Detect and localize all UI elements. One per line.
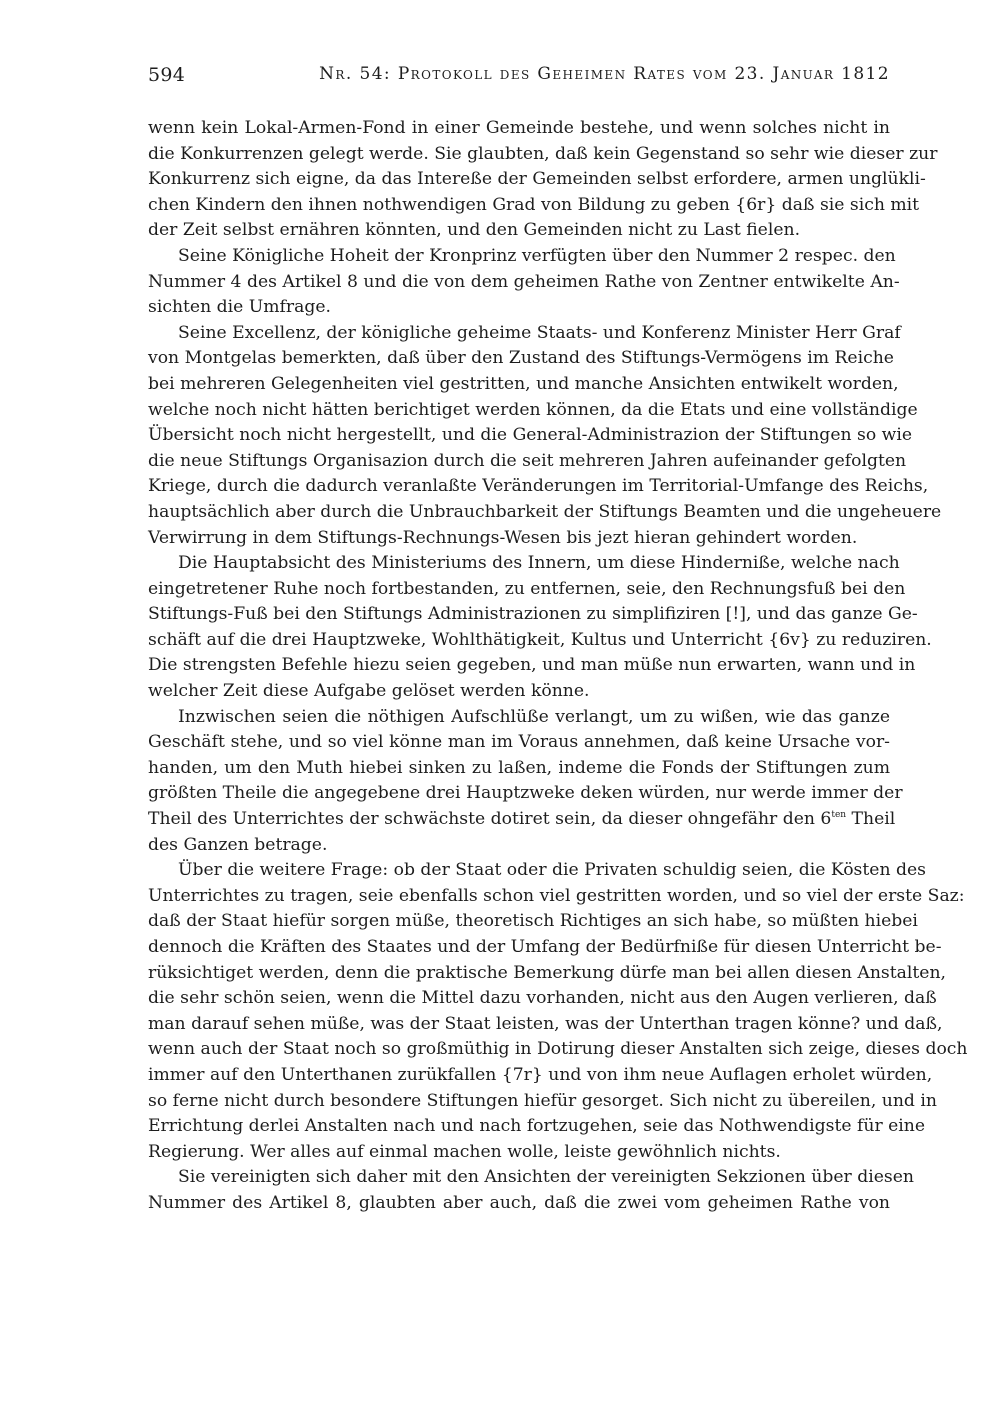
- text-line: wenn auch der Staat noch so großmüthig in Dotirung dieser Anstalten sich zeige, dieses doch: [148, 1039, 968, 1060]
- text-line: wenn kein Lokal-Armen-Fond in einer Gemeinde bestehe, und wenn solches nicht in: [148, 118, 890, 138]
- text-line: hauptsächlich aber durch die Unbrauchbarkeit der Stiftungs Beamten und die ungeheuere: [148, 501, 942, 522]
- text-line: Verwirrung in dem Stiftungs-Rechnungs-Wesen bis jezt hieran gehindert worden.: [148, 527, 858, 548]
- text-line: Seine Königliche Hoheit der Kronprinz verfügten über den Nummer 2 respec. den: [178, 245, 896, 266]
- paragraph: [148, 244, 900, 321]
- paragraph: [148, 116, 938, 244]
- text-line: Übersicht noch nicht hergestellt, und die General-Administrazion der Stiftungen so wie: [148, 425, 913, 446]
- text-line: Nummer 4 des Artikel 8 und die von dem geheimen Rathe von Zentner entwikelte An-: [148, 271, 900, 292]
- text-line: Sie vereinigten sich daher mit den Ansichten der vereinigten Sekzionen über diesen: [178, 1167, 914, 1188]
- text-line: schäft auf die drei Hauptzweke, Wohlthätigkeit, Kultus und Unterricht {6v} zu reduziren.: [148, 629, 932, 650]
- text-line: welcher Zeit diese Aufgabe gelöset werden könne.: [148, 681, 590, 702]
- running-head: Nr. 54: Protokoll des Geheimen Rates vom 23. Januar 1812: [319, 64, 890, 84]
- text-line: die Konkurrenzen gelegt werde. Sie glaubten, daß kein Gegenstand so sehr wie dieser zur: [148, 143, 938, 164]
- text-line: Stiftungs-Fuß bei den Stiftungs Administrazionen zu simplifiziren [!], und das ganze Ge-: [148, 604, 918, 625]
- text-line: Errichtung derlei Anstalten nach und nach fortzugehen, seie das Nothwendigste für eine: [148, 1116, 926, 1137]
- text-line: des Ganzen betrage.: [148, 834, 328, 855]
- text-line: rüksichtiget werden, denn die praktische Bemerkung dürfe man bei allen diesen Anstalten,: [148, 962, 946, 983]
- text-line: immer auf den Unterthanen zurükfallen {7r} und von ihm neue Auflagen erholet würden,: [148, 1064, 933, 1085]
- text-line: welche noch nicht hätten berichtiget werden können, da die Etats und eine vollständige: [148, 399, 918, 420]
- text-line: Über die weitere Frage: ob der Staat oder die Privaten schuldig seien, die Kösten des: [178, 860, 926, 881]
- body-text: [148, 116, 968, 1217]
- text-line: die sehr schön seien, wenn die Mittel dazu vorhanden, nicht aus den Augen verlieren, daß: [148, 988, 937, 1009]
- text-line: daß der Staat hiefür sorgen müße, theoretisch Richtiges an sich habe, so müßten hiebei: [148, 911, 918, 932]
- superscript: ten: [831, 810, 847, 821]
- paragraph: [148, 321, 942, 551]
- text-line: Regierung. Wer alles auf einmal machen wolle, leiste gewöhnlich nichts.: [148, 1141, 781, 1162]
- text-line: Die strengsten Befehle hiezu seien gegeben, und man müße nun erwarten, wann und in: [148, 655, 916, 676]
- text-line: von Montgelas bemerkten, daß über den Zustand des Stiftungs-Vermögens im Reiche: [148, 348, 894, 369]
- text-line: so ferne nicht durch besondere Stiftungen hiefür gesorget. Sich nicht zu übereilen, und in: [148, 1090, 937, 1111]
- superscript-follow-text: Theil: [846, 809, 896, 830]
- text-line: die neue Stiftungs Organisazion durch die seit mehreren Jahren aufeinander gefolgten: [148, 450, 907, 471]
- paragraph: [148, 705, 903, 859]
- text-line: Seine Excellenz, der königliche geheime Staats- und Konferenz Minister Herr Graf: [178, 322, 901, 343]
- text-line: eingetretener Ruhe noch fortbestanden, zu entfernen, seie, den Rechnungsfuß bei den: [148, 578, 906, 599]
- text-line: Die Hauptabsicht des Ministeriums des Innern, um diese Hinderniße, welche nach: [178, 553, 900, 574]
- text-line: handen, um den Muth hiebei sinken zu laßen, indeme die Fonds der Stiftungen zum: [148, 757, 890, 778]
- text-line: der Zeit selbst ernähren könnten, und den Gemeinden nicht zu Last fielen.: [148, 220, 801, 241]
- page-number: 594: [148, 64, 186, 86]
- paragraph: [148, 1165, 914, 1216]
- text-line: chen Kindern den ihnen nothwendigen Grad von Bildung zu geben {6r} daß sie sich mit: [148, 194, 920, 215]
- paragraph: [148, 551, 932, 705]
- page-header: [148, 64, 890, 94]
- text-line: bei mehreren Gelegenheiten viel gestritten, und manche Ansichten entwikelt worden,: [148, 373, 899, 394]
- text-line: Geschäft stehe, und so viel könne man im Voraus annehmen, daß keine Ursache vor-: [148, 732, 890, 753]
- text-line: Nummer des Artikel 8, glaubten aber auch, daß die zwei vom geheimen Rathe von: [148, 1192, 890, 1213]
- paragraph: [148, 858, 968, 1165]
- text-line: man darauf sehen müße, was der Staat leisten, was der Unterthan tragen könne? und daß,: [148, 1013, 943, 1034]
- text-line: größten Theile die angegebene drei Hauptzweke deken würden, nur werde immer der: [148, 783, 903, 804]
- text-line: dennoch die Kräften des Staates und der Umfang der Bedürfniße für diesen Unterricht be-: [148, 937, 942, 957]
- text-line: sichten die Umfrage.: [148, 297, 332, 318]
- text-line: Inzwischen seien die nöthigen Aufschlüße verlangt, um zu wißen, wie das ganze: [178, 706, 890, 727]
- text-line: Unterrichtes zu tragen, seie ebenfalls schon viel gestritten worden, und so viel der erste Saz:: [148, 885, 965, 906]
- text-line: Konkurrenz sich eigne, da das Intereße der Gemeinden selbst erfordere, armen unglükli-: [148, 169, 926, 190]
- text-line: Kriege, durch die dadurch veranlaßte Veränderungen im Territorial-Umfange des Reichs,: [148, 476, 929, 497]
- text-line: Theil des Unterrichtes der schwächste dotiret sein, da dieser ohngefähr den $6^{ten}$ Theil: [148, 809, 896, 830]
